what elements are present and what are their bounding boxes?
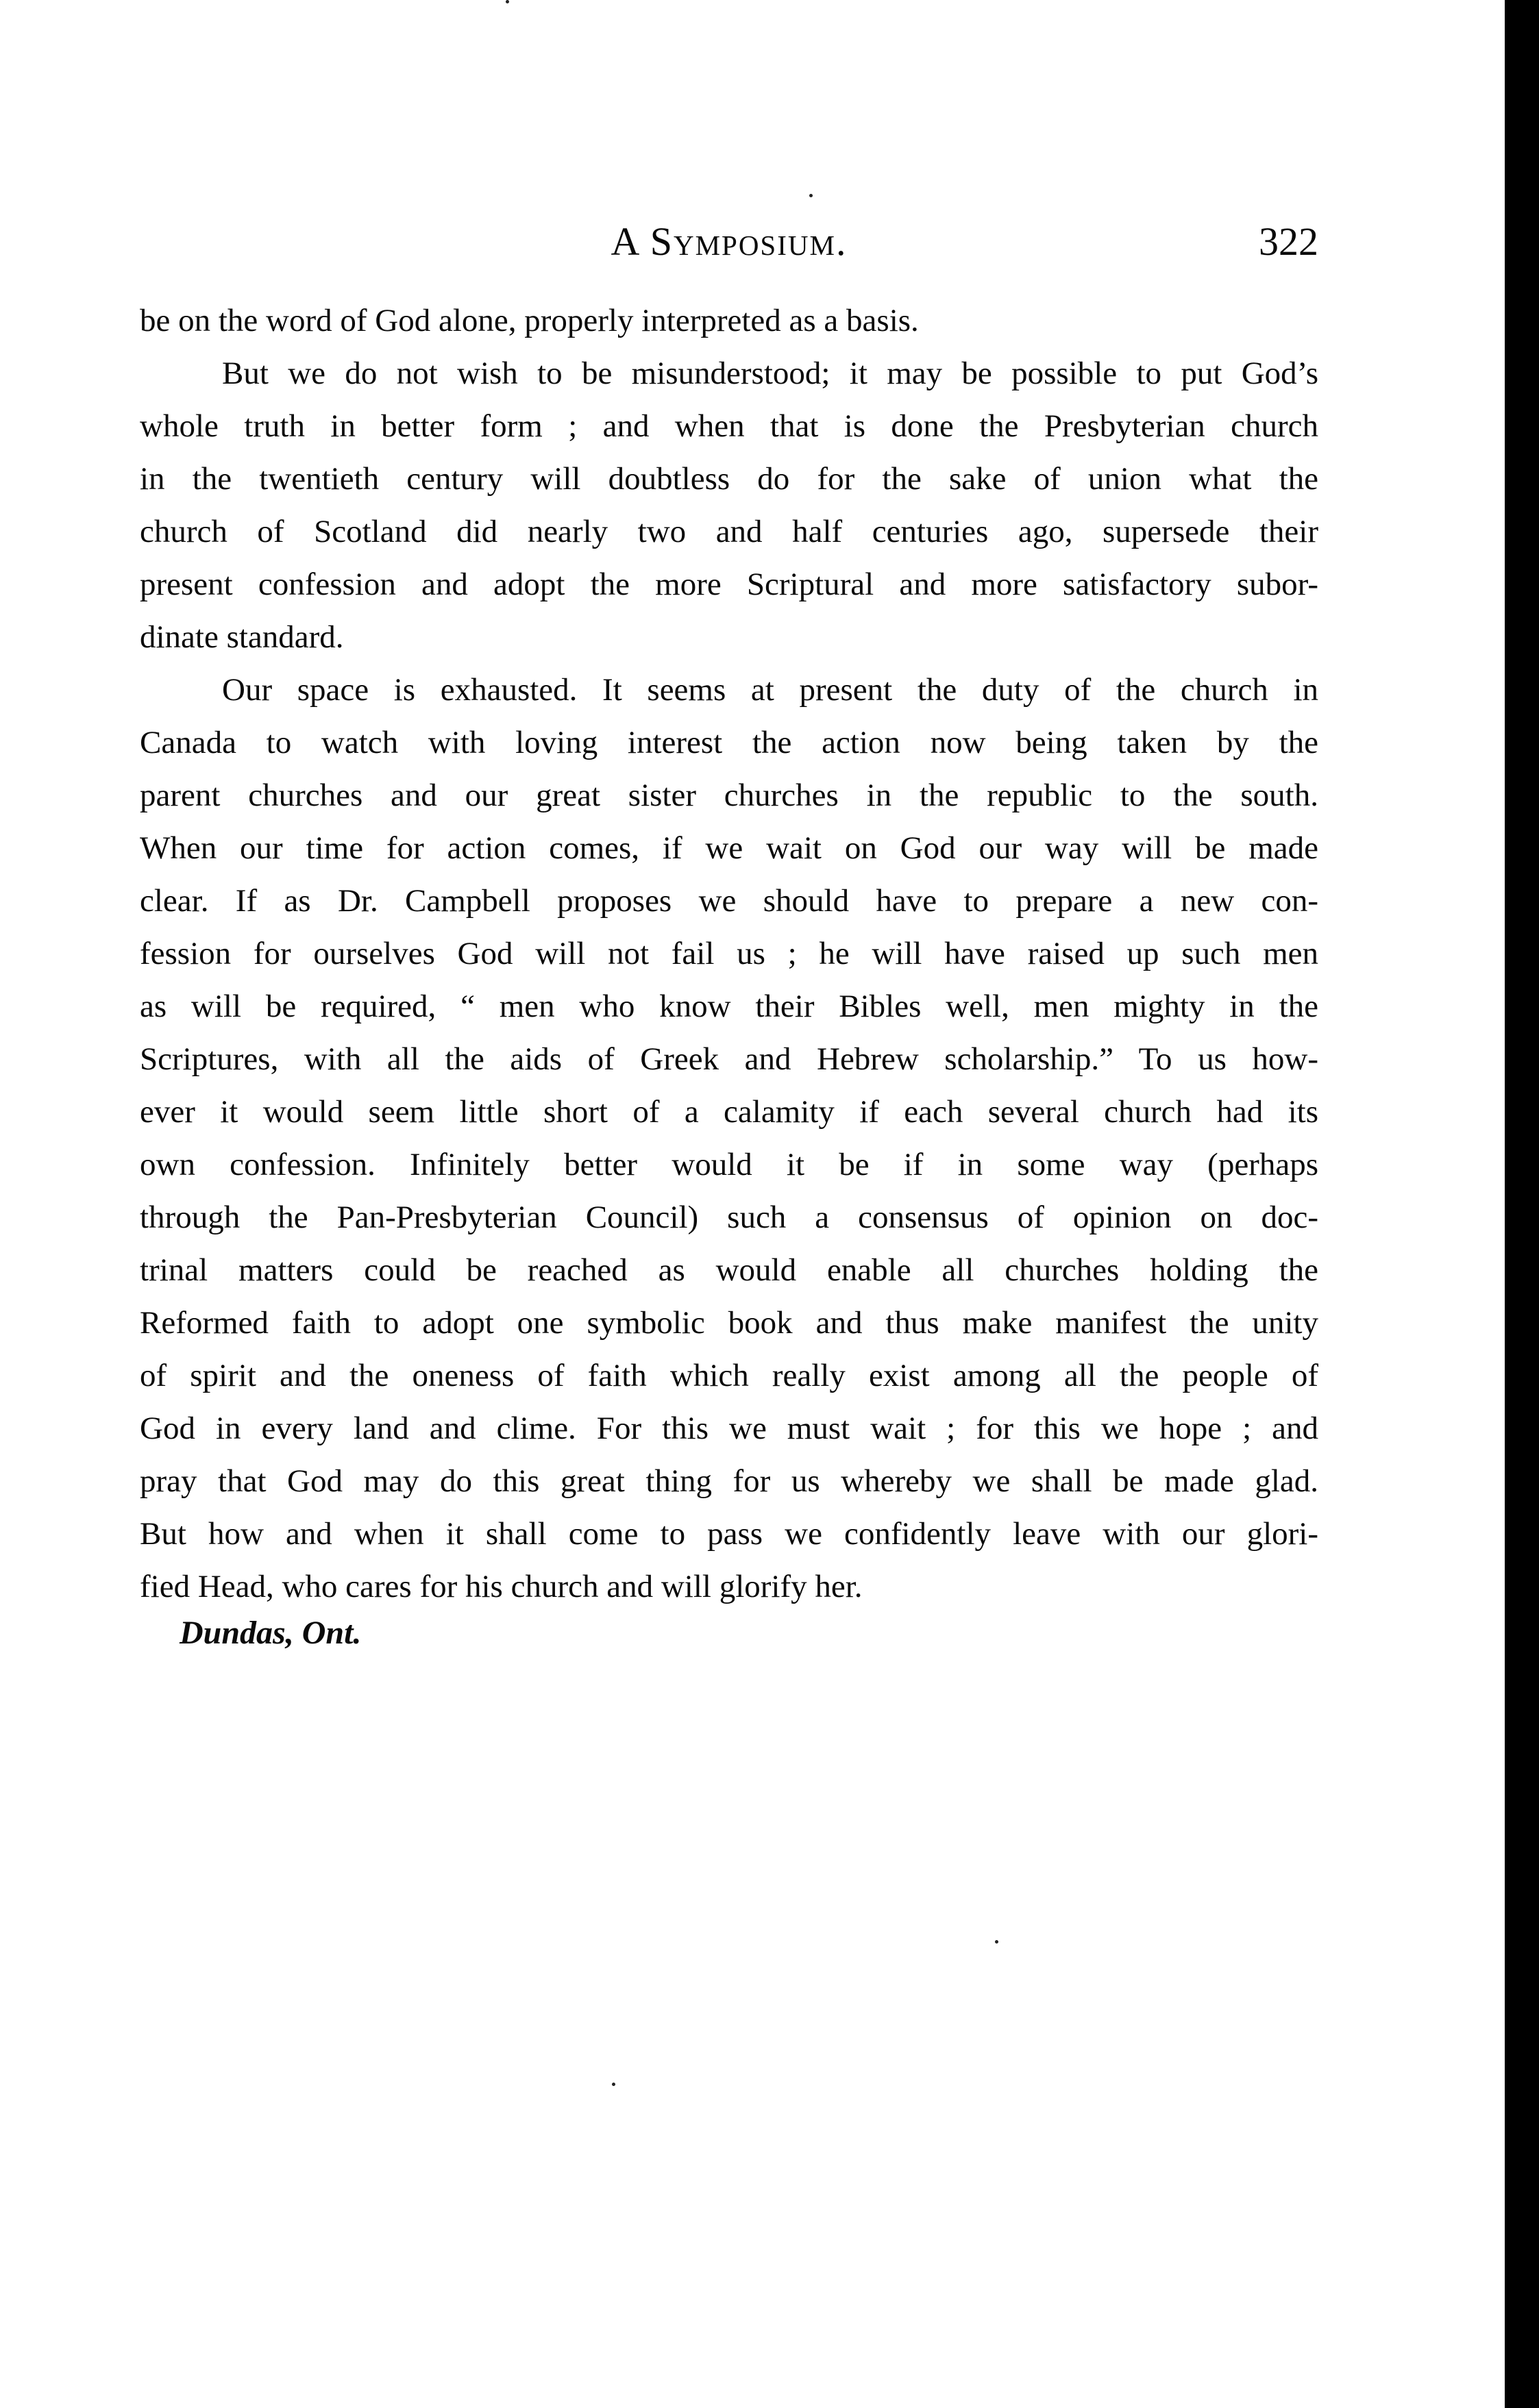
text-line: fession for ourselves God will not fail us ; he will have raised up such men	[140, 936, 1318, 971]
body-text	[140, 295, 1318, 1613]
page-edge-shadow	[1505, 0, 1539, 2408]
text-line: of spirit and the oneness of faith which really exist among all the people of	[140, 1358, 1318, 1393]
text-line: pray that God may do this great thing for us whereby we shall be made glad.	[140, 1463, 1318, 1499]
text-line: clear. If as Dr. Campbell proposes we should have to prepare a new con-	[140, 883, 1318, 919]
text-line: church of Scotland did nearly two and half centuries ago, supersede their	[140, 514, 1318, 549]
text-line: in the twentieth century will doubtless do for the sake of union what the	[140, 461, 1318, 497]
text-line: whole truth in better form ; and when that is done the Presbyterian church	[140, 408, 1318, 444]
text-line: trinal matters could be reached as would enable all churches holding the	[140, 1252, 1318, 1288]
page-number: 322	[1259, 219, 1318, 264]
text-line: Scriptures, with all the aids of Greek and Hebrew scholarship.” To us how-	[140, 1041, 1318, 1077]
text-line: Reformed faith to adopt one symbolic book and thus make manifest the unity	[140, 1305, 1318, 1341]
text-line: fied Head, who cares for his church and will glorify her.	[140, 1569, 863, 1604]
scan-speck	[995, 1940, 998, 1944]
text-line: present confession and adopt the more Scriptural and more satisfactory subor-	[140, 567, 1318, 602]
text-line: as will be required, “ men who know their Bibles well, men mighty in the	[140, 989, 1318, 1024]
text-line: Canada to watch with loving interest the action now being taken by the	[140, 725, 1318, 760]
text-line: ever it would seem little short of a calamity if each several church had its	[140, 1094, 1318, 1130]
text-line: God in every land and clime. For this we must wait ; for this we hope ; and	[140, 1411, 1318, 1446]
text-line: dinate standard.	[140, 619, 344, 655]
text-line: But how and when it shall come to pass we confidently leave with our glori-	[140, 1516, 1318, 1552]
text-line: parent churches and our great sister churches in the republic to the south.	[140, 778, 1318, 813]
running-head	[140, 218, 1318, 266]
text-line: be on the word of God alone, properly interpreted as a basis.	[140, 303, 919, 338]
running-title: A Symposium.	[611, 219, 848, 264]
text-line: through the Pan-Presbyterian Council) such a consensus of opinion on doc-	[140, 1200, 1318, 1235]
text-line: When our time for action comes, if we wait on God our way will be made	[140, 830, 1318, 866]
text-line: own confession. Infinitely better would it be if in some way (perhaps	[140, 1147, 1318, 1182]
text-line: But we do not wish to be misunderstood; it may be possible to put God’s	[222, 356, 1318, 391]
scan-speck	[506, 0, 509, 3]
signature-place: Dundas, Ont.	[180, 1615, 362, 1651]
scan-speck	[612, 2083, 615, 2086]
text-line: Our space is exhausted. It seems at present the duty of the church in	[222, 672, 1318, 708]
scan-speck	[809, 194, 813, 197]
